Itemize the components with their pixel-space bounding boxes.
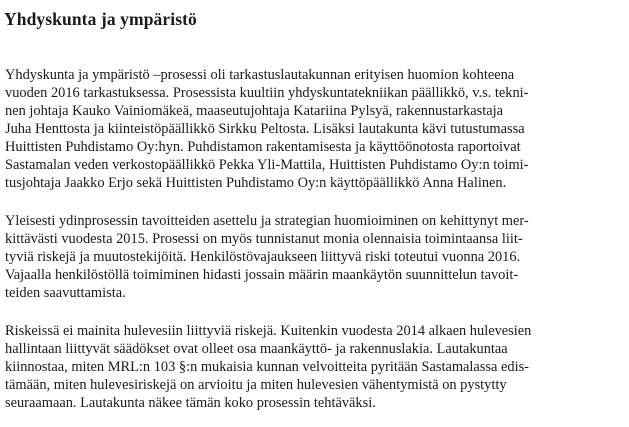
paragraph-risks	[5, 322, 625, 412]
paragraph-intro	[5, 66, 625, 192]
text-line: tämään, miten hulevesiriskejä on arvioitu ja miten hulevesien vähentymistä on pystytty	[5, 377, 507, 393]
text-line: nen johtaja Kauko Vainiomäkeä, maaseutujohtaja Katariina Pylsyä, rakennustarkastaja	[5, 103, 504, 119]
text-line: hallintaan liittyvät säädökset ovat olleet osa maankäyttö- ja rakennuslakia. Lautakuntaa	[5, 341, 508, 357]
text-line: Yleisesti ydinprosessin tavoitteiden asettelu ja strategian huomioiminen on kehittynyt mer-	[5, 213, 529, 229]
text-line: Sastamalan veden verkostopäällikkö Pekka Yli-Mattila, Huittisten Puhdistamo Oy:n toimi-	[5, 157, 529, 173]
text-line: Vajaalla henkilöstöllä toimiminen hidasti jossain määrin maankäytön suunnittelun tavoit-	[5, 267, 519, 283]
text-line: tusjohtaja Jaakko Erjo sekä Huittisten Puhdistamo Oy:n käyttöpäällikkö Anna Halinen.	[5, 175, 507, 191]
paragraph-assessment	[5, 212, 625, 302]
text-line: kittävästi vuodesta 2015. Prosessi on myös tunnistanut monia olennaisia toimintaansa liit-	[5, 231, 523, 247]
page-title: Yhdyskunta ja ympäristö	[4, 9, 197, 29]
text-line: Riskeissä ei mainita hulevesiin liittyviä riskejä. Kuitenkin vuodesta 2014 alkaen hulevesien	[5, 323, 532, 339]
text-line: teiden saavuttamista.	[5, 285, 126, 301]
text-line: vuoden 2016 tarkastuksessa. Prosessista kuultiin yhdyskuntatekniikan päällikkö, v.s. tekni-	[5, 85, 529, 101]
text-line: tyviä riskejä ja muutostekijöitä. Henkilöstövajaukseen liittyvä riski toteutui vuonna 2016.	[5, 249, 521, 265]
text-line: kiinnostaa, miten MRL:n 103 §:n mukaisia kunnan velvoitteita pyritään Sastamalassa edis-	[5, 359, 529, 375]
text-line: Yhdyskunta ja ympäristö –prosessi oli tarkastuslautakunnan erityisen huomion kohteena	[5, 67, 515, 83]
text-line: Huittisten Puhdistamo Oy:hyn. Puhdistamon rakentamisesta ja käyttöönotosta raportoivat	[5, 139, 521, 155]
text-line: Juha Henttosta ja kiinteistöpäällikkö Sirkku Peltosta. Lisäksi lautakunta kävi tutustumassa	[5, 121, 525, 137]
text-line: seuraamaan. Lautakunta näkee tämän koko prosessin tehtäväksi.	[5, 395, 376, 411]
